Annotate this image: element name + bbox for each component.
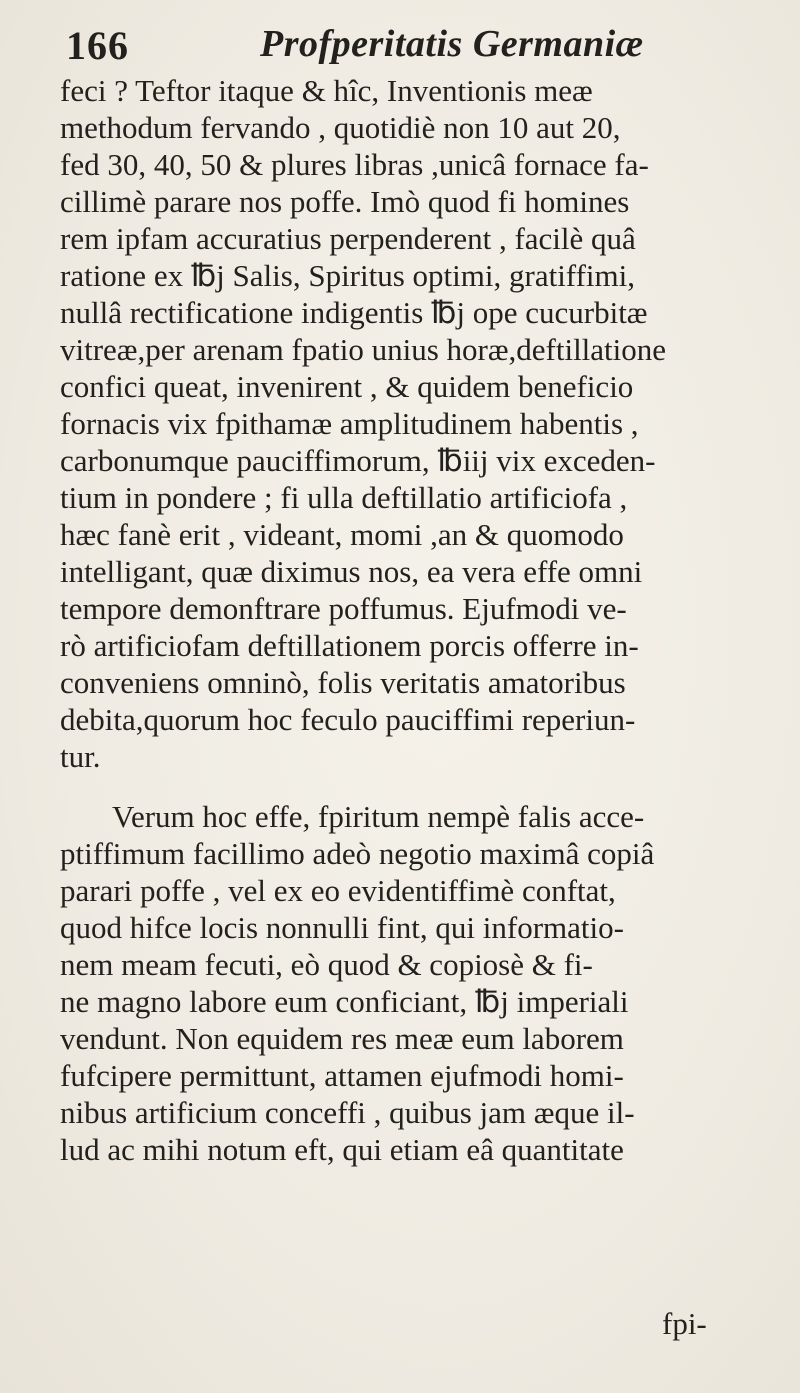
text-line: nullâ rectificatione indigentis ℔j ope cucurbitæ (60, 295, 648, 330)
body-text (60, 72, 760, 1168)
text-line: tempore demonftrare poffumus. Ejufmodi ve- (60, 591, 627, 626)
text-line: fed 30, 40, 50 & plures libras ,unicâ fornace fa- (60, 147, 649, 182)
text-line: nibus artificium conceffi , quibus jam æque il- (60, 1095, 635, 1130)
text-line: ptiffimum facillimo adeò negotio maximâ copiâ (60, 836, 655, 871)
text-line: intelligant, quæ diximus nos, ea vera effe omni (60, 554, 643, 589)
text-line: rò artificiofam deftillationem porcis offerre in- (60, 628, 639, 663)
text-line: vendunt. Non equidem res meæ eum laborem (60, 1021, 624, 1056)
text-line: rem ipfam accuratius perpenderent , facilè quâ (60, 221, 636, 256)
text-line: quod hifce locis nonnulli fint, qui informatio- (60, 910, 624, 945)
text-line: fufcipere permittunt, attamen ejufmodi homi- (60, 1058, 624, 1093)
paragraph-1 (60, 72, 760, 775)
running-head (66, 22, 766, 78)
text-line: methodum fervando , quotidiè non 10 aut 20, (60, 110, 621, 145)
text-line: fornacis vix fpithamæ amplitudinem habentis , (60, 406, 639, 441)
text-line: parari poffe , vel ex eo evidentiffimè conftat, (60, 873, 616, 908)
text-line: tium in pondere ; fi ulla deftillatio artificiofa , (60, 480, 628, 515)
text-line: confici queat, invenirent , & quidem beneficio (60, 369, 634, 404)
text-line: debita,quorum hoc feculo pauciffimi reperiun- (60, 702, 636, 737)
text-line: Verum hoc effe, fpiritum nempè falis acce- (112, 799, 645, 834)
text-line: lud ac mihi notum eft, qui etiam eâ quantitate (60, 1132, 624, 1167)
catchword: fpi- (662, 1306, 707, 1341)
text-line: feci ? Teftor itaque & hîc, Inventionis meæ (60, 73, 593, 108)
text-line: hæc fanè erit , videant, momi ,an & quomodo (60, 517, 624, 552)
text-line: ratione ex ℔j Salis, Spiritus optimi, gratiffimi, (60, 258, 635, 293)
paragraph-2 (60, 798, 760, 1168)
text-line: ne magno labore eum conficiant, ℔j imperiali (60, 984, 629, 1019)
text-line: carbonumque pauciffimorum, ℔iij vix exceden- (60, 443, 656, 478)
text-line: cillimè parare nos poffe. Imò quod fi homines (60, 184, 630, 219)
text-line: nem meam fecuti, eò quod & copiosè & fi- (60, 947, 593, 982)
text-line: vitreæ,per arenam fpatio unius horæ,deftillatione (60, 332, 667, 367)
text-line: conveniens omninò, folis veritatis amatoribus (60, 665, 626, 700)
running-title: Profperitatis Germaniæ (260, 23, 644, 65)
page-number: 166 (66, 23, 129, 68)
text-line: tur. (60, 739, 101, 774)
